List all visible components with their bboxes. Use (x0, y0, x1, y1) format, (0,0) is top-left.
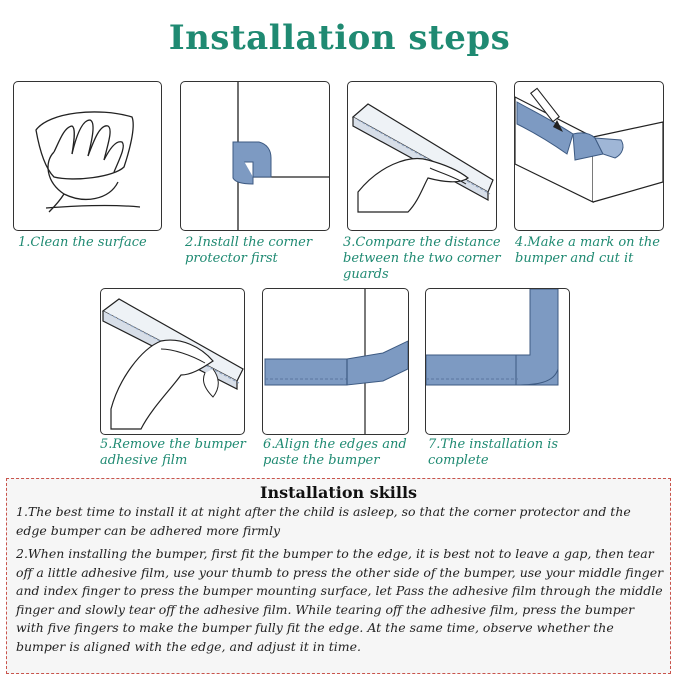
step-2-caption: 2.Install the corner protector first (185, 235, 313, 266)
peel-film-icon (101, 289, 244, 434)
skills-title: Installation skills (259, 483, 418, 502)
skills-tip-1: 1.The best time to install it at night after the child is asleep, so that the corner protector and the edge bumper can be adhered more firmly (16, 504, 631, 538)
step-7-caption: 7.The installation is complete (428, 437, 559, 468)
step-5-illustration (100, 288, 245, 435)
step-1-caption: 1.Clean the surface (18, 235, 147, 250)
page-title: Installation steps (168, 18, 511, 58)
step-6-illustration (262, 288, 409, 435)
step-1-illustration (13, 81, 162, 231)
step-4-illustration (514, 81, 664, 231)
pencil-mark-icon (515, 82, 663, 230)
align-bumper-icon (263, 289, 408, 434)
skills-tip-2: 2.When installing the bumper, first fit the bumper to the edge, it is best not to leave a gap, then tear off a little adhesive film, use your thumb to press the other side of the bumper, use your middle finger and index finger to press the bumper mounting surface, let Pass the adhesive film through the middle finger and slowly tear off the adhesive film. While tearing off the adhesive film, press the bumper with five fingers to make the bumper fully fit the edge. At the same time, observe whether the bumper is aligned with the edge, and adjust it in time. (16, 546, 664, 654)
cloth-hand-icon (14, 82, 161, 230)
step-5-caption: 5.Remove the bumper adhesive film (100, 437, 246, 468)
step-3-caption: 3.Compare the distance between the two corner guards (343, 235, 501, 282)
completed-install-icon (426, 289, 569, 434)
step-7-illustration (425, 288, 570, 435)
step-4-caption: 4.Make a mark on the bumper and cut it (515, 235, 660, 266)
corner-protector-icon (181, 82, 329, 230)
installation-skills-box (6, 478, 671, 674)
step-2-illustration (180, 81, 330, 231)
bumper-strip-hand-icon (348, 82, 496, 230)
step-3-illustration (347, 81, 497, 231)
step-6-caption: 6.Align the edges and paste the bumper (263, 437, 407, 468)
